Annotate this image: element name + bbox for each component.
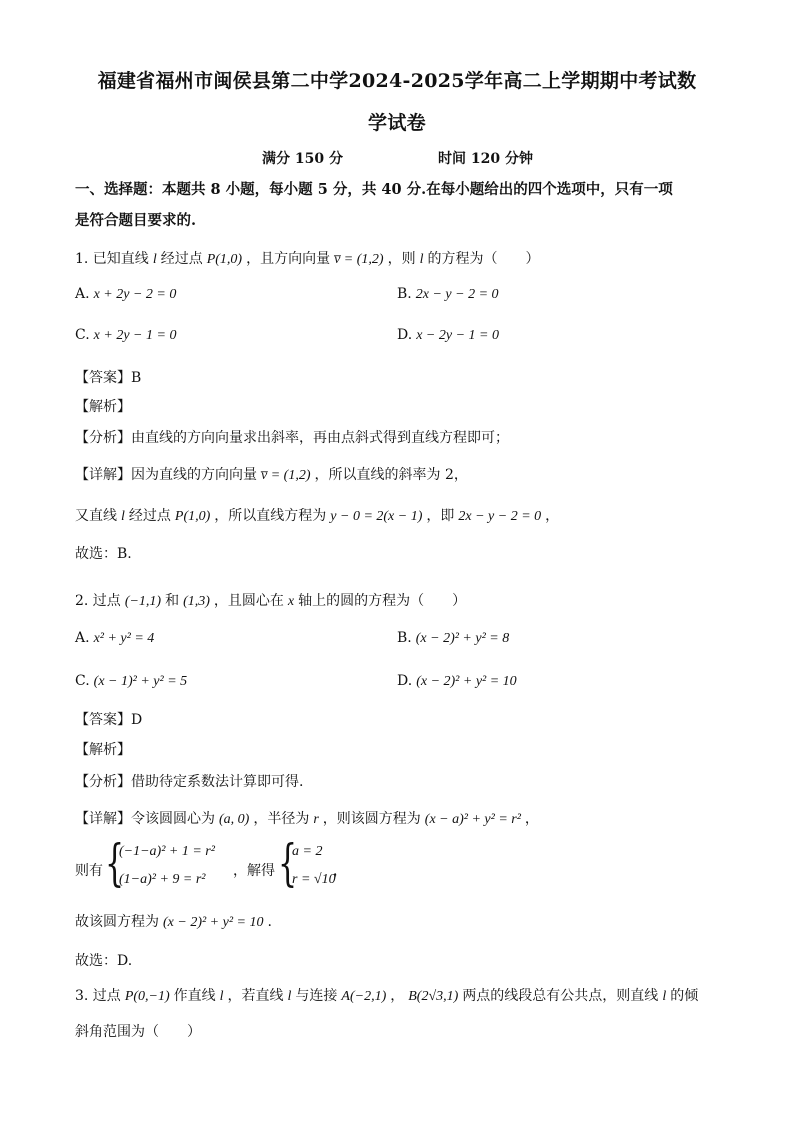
section-heading-line1: 一、选择题：本题共 8 小题，每小题 5 分，共 40 分.在每小题给出的四个选项中，只有一项 — [75, 181, 673, 198]
q1-option-a: A. x + 2y − 2 = 0 — [75, 286, 177, 302]
q1-option-b: B. 2x − y − 2 = 0 — [397, 286, 499, 302]
q2-conclusion: 故该圆方程为 (x − 2)² + y² = 10 . — [75, 914, 272, 930]
exam-title-line1: 福建省福州市闽侯县第二中学2024-2025学年高二上学期期中考试数 — [97, 70, 697, 92]
q2-analysis: 【分析】借助待定系数法计算即可得. — [75, 774, 304, 790]
q2-analysis-heading: 【解析】 — [75, 742, 131, 758]
full-score: 满分 150 分 — [262, 151, 343, 167]
q1-option-d: D. x − 2y − 1 = 0 — [397, 327, 499, 343]
q2-answer: 【答案】D — [75, 712, 143, 728]
exam-time: 时间 120 分钟 — [438, 151, 533, 167]
exam-title-line2: 学试卷 — [368, 112, 426, 134]
q2-option-d: D. (x − 2)² + y² = 10 — [397, 673, 517, 689]
question-1-stem: 1. 已知直线 l 经过点 P(1,0) ，且方向向量 v̅ = (1,2) ，则 l 的方程为（ ） — [75, 251, 540, 267]
left-brace-1: { — [105, 834, 125, 892]
q2-choose: 故选：D. — [75, 953, 133, 969]
section-heading-line2: 是符合题目要求的. — [75, 212, 197, 229]
q1-analysis-heading: 【解析】 — [75, 399, 131, 415]
q1-detail-line2: 又直线 l 经过点 P(1,0) ，所以直线方程为 y − 0 = 2(x − 1) ，即 2x − y − 2 = 0 ， — [75, 508, 560, 524]
question-2-stem: 2. 过点 (−1,1) 和 (1,3) ，且圆心在 x 轴上的圆的方程为（ ） — [75, 593, 467, 609]
q2-option-a: A. x² + y² = 4 — [75, 630, 155, 646]
q2-option-c: C. (x − 1)² + y² = 5 — [75, 673, 188, 689]
q1-choose: 故选：B. — [75, 546, 132, 562]
exam-page: 福建省福州市闽侯县第二中学2024-2025学年高二上学期期中考试数 学试卷 满分 150 分 时间 120 分钟 一、选择题：本题共 8 小题，每小题 5 分，共 40 分.在每小题给出的四个选项中，只有一项 是符合题目要求的. 1. 已知直线 l 经过点 P(1,0) ，且方向向量 v̅ = (1,2) ，则 l 的方程为（ ） A. x + 2y − 2 = 0 B. 2x − y − 2 = 0 C. x + 2y − 1 = 0 D. x − 2y − 1 = 0 【答案】B 【解析】 【分析】由直线的方向向量求出斜率，再由点斜式得到直线方程即可； 【详解】因为直线的方向向量 v̅ = (1,2) ，所以直线的斜率为 2， 又直线 l 经过点 P(1,0) ，所以直线方程为 y − 0 = 2(x − 1) ，即 2x − y − 2 = 0 ， 故选：B. 2. 过点 (−1,1) 和 (1,3) ，且圆心在 x 轴上的圆的方程为（ ） A. x² + y² = 4 B. (x − 2)² + y² = 8 C. (x − 1)² + y² = 5 D. (x − 2)² + y² = 10 【答案】D 【解析】 【分析】借助待定系数法计算即可得. 【详解】令该圆圆心为 (a, 0) ，半径为 r ，则该圆方程为 (x − a)² + y² = r² ， 则有 { (−1−a)² + 1 = r² (1−a)² + 9 = r² ，解得 { a = 2 r = √10 ， 故该圆方程为 (x − 2)² + y² = 10 . 故选：D. 3. 过点 P(0,−1) 作直线 l ，若直线 l 与连接 A(−2,1) ， B(2√3,1) 两点的线段总有公共点，则直线 l 的倾 斜角范围为（ ） — [0, 0, 794, 1123]
question-3-stem-line2: 斜角范围为（ ） — [75, 1024, 201, 1040]
q1-option-c: C. x + 2y − 1 = 0 — [75, 327, 177, 343]
q1-analysis: 【分析】由直线的方向向量求出斜率，再由点斜式得到直线方程即可； — [75, 430, 509, 446]
q1-answer: 【答案】B — [75, 370, 142, 386]
q1-detail-line1: 【详解】因为直线的方向向量 v̅ = (1,2) ，所以直线的斜率为 2， — [75, 467, 468, 483]
question-3-stem-line1: 3. 过点 P(0,−1) 作直线 l ，若直线 l 与连接 A(−2,1) ， B(2√3,1) 两点的线段总有公共点，则直线 l 的倾 — [75, 988, 699, 1004]
left-brace-2: { — [278, 834, 298, 892]
q2-option-b: B. (x − 2)² + y² = 8 — [397, 630, 510, 646]
q2-detail-line1: 【详解】令该圆圆心为 (a, 0) ，半径为 r ，则该圆方程为 (x − a)² + y² = r² ， — [75, 811, 539, 827]
